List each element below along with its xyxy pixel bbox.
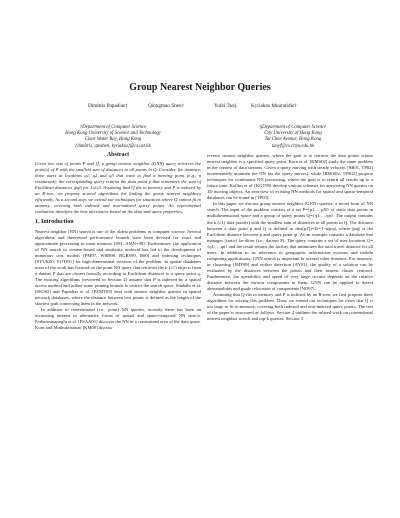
affiliation-block [198,125,388,150]
author-name: Qiongmao Shen† [148,103,185,109]
paper-title: Group Nearest Neighbor Queries [129,82,271,93]
abstract-text: Given two sets of points P and Q, a group nearest neighbor (GNN) query retrieves the point(s) of P with the smallest sum of distances to all points in Q. Consider, for instance, three users at locations q1, q2 and q3 that want to find a meeting point (e.g., a restaurant); the corresponding query returns the data point p that minimizes the sum of Euclidean distances |pqi| for 1≤i≤3. Assuming that Q fits in memory and P is indexed by an R-tree, we propose several algorithms for finding the group nearest neighbors efficiently. As a second step, we extend our techniques for situations where Q cannot fit in memory, covering both indexed and non-indexed query points. An experimental evaluation identifies the best alternative based on the data and query properties. [35,161,201,215]
body-paragraph: In addition to conventional (i.e., point) NN queries, recently there has been an increasing interest in alternative forms of spatial and spatio-temporal NN search. Ferhatosmanoglu et al. [FSAA01] discover the NN in a constrained area of the data space. Korn and Muthukrishnan [KM00] discuss [35,307,201,331]
affiliation-block [18,125,208,150]
body-paragraph: Assuming that Q fits in memory and P is indexed by an R-tree, we first propose three algorithms for solving this problem. Then, we extend our techniques for cases that Q is too large to fit in memory, covering both indexed and non-indexed query points. The rest of the paper is structured as follows. Section 2 outlines the related work on conventional nearest neighbor search and top-k queries. Section 3 [207,292,373,322]
body-paragraph: In this paper we discuss group nearest neighbor (GNN) queries, a novel form of NN search. The input of the problem consists of a set P={p1,…,pN} of static data points in multidimensional space and a group of query points Q={q1,…,qn}. The output contains the k (≥1) data point(s) with the smallest sum of distances to all points in Q. The distance between a data point p and Q is defined as dist(p,Q)=Σi=1~n|pqi|, where |pqi| is the Euclidean distance between p and query point qi. As an example consider a database that manages (static) facilities (i.e., dataset P). The query contains a set of user locations Q={q1,…,qn} and the result returns the facility that minimizes the total travel distance for all users. In addition to its relevance in geographic information systems and mobile computing applications, GNN search is important in several other domains. For instance, in clustering [JMF99] and outlier detection [AY01], the quality of a solution can be evaluated by the distances between the points and their nearest cluster centroid. Furthermore, the operability and speed of very large circuits depends on the relative distance between the various components in them. GNN can be applied to detect abnormalities and guide relocation of components [NO97]. [207,201,373,292]
author-name: Yufei Tao§ [214,103,237,109]
affiliation-line: §Department of Computer Science [259,125,327,130]
right-column [207,153,373,322]
author-name: Dimitris Papadias† [88,103,128,109]
section-heading: 1. Introduction [35,219,74,226]
affiliation-line: City University of Hong Kong [264,131,322,137]
affiliation-line: Tat Chee Avenue, Hong Kong [264,137,322,143]
author-name: Kyriakos Mouratidis† [251,103,297,109]
affiliation-email: taoyf@cs.cityu.edu.hk [271,143,315,149]
affiliation-line: Clear Water Bay, Hong Kong [84,137,142,143]
affiliation-email: {dimitris, qmshen, kyriakos}@cs.ust.hk [75,143,151,149]
abstract [35,161,201,215]
affiliation-line: †Department of Computer Science [79,125,147,130]
affiliation-line: Hong Kong University of Science and Technology [65,131,161,137]
body-paragraph: reverse nearest neighbor queries, where the goal is to retrieve the data points whose nearest neighbor is a specified query point. Korn et al. [KMS02] study the same problem in the context of data streams. Given a query moving with steady velocity, [SR01, TP02] incrementally maintain the NN (as the query moves), while [BJKS02, TPS02] propose techniques for continuous NN processing, where the goal is to return all results up to a future time. Kollios et al. [KGT99] develop various schemes for answering NN queries on 1D moving objects. An overview of existing NN methods for spatial and spatio-temporal databases can be found in [TP03]. [207,153,373,201]
body-paragraph: Nearest neighbor (NN) search is one of the oldest problems in computer science. Several algorithms and theoretical performance bounds have been devised for exact and approximate processing in main memory [S91, AMN+98]. Furthermore, the application of NN search to content-based and similarity retrieval has led to the development of numerous cost models [PM97, WSB98, BGRS99, B00] and indexing techniques [SYUK00, YOTJ01] for high-dimensional versions of the problem. In spatial databases most of the work has focused on the point NN query that retrieves the k (≥1) objects from a dataset P that are closest (usually according to Euclidean distance) to a query point q. The existing algorithms (reviewed in Section 2) assume that P is indexed by a spatial access method and utilize some pruning bounds to restrict the search space. Shahabi et al. [SK502] and Papadias et al. [PZMT03] deal with nearest neighbor queries in spatial network databases, where the distance between two points is defined as the length of the shortest path connecting them in the network. [35,228,201,307]
left-column [35,152,201,331]
abstract-heading: Abstract [106,152,130,158]
